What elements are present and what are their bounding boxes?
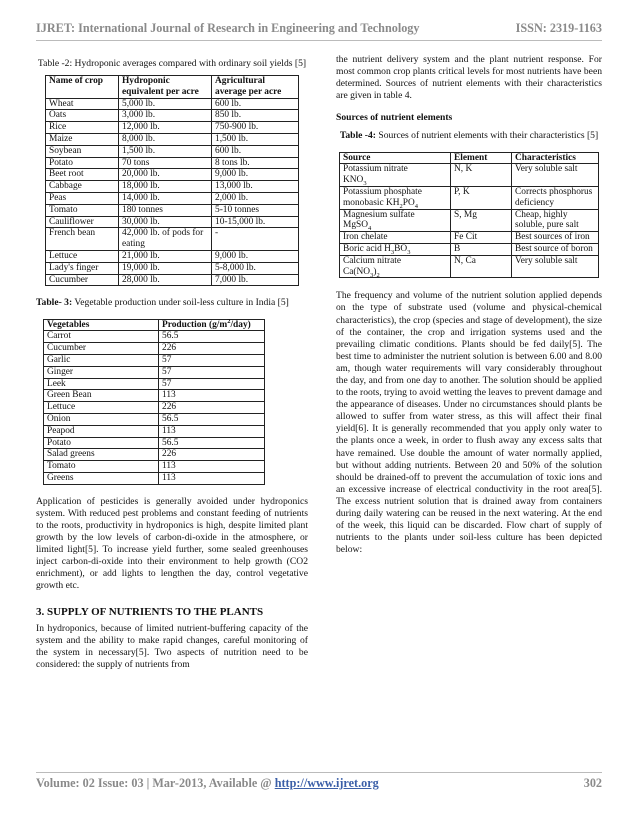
element-cell: N, Ca: [451, 255, 512, 278]
element-cell: P, K: [451, 186, 512, 209]
table-cell: Maize: [46, 134, 119, 146]
issn: ISSN: 2319-1163: [515, 21, 602, 35]
table2-caption: [36, 58, 308, 70]
page-number: 302: [583, 776, 602, 790]
table4-body: [340, 164, 599, 278]
table-cell: Garlic: [44, 354, 159, 366]
table-cell: Cucumber: [44, 343, 159, 355]
table-cell: 1,500 lb.: [212, 134, 299, 146]
element-cell: B: [451, 243, 512, 255]
table-cell: Oats: [46, 110, 119, 122]
footer-volume: Volume: 02 Issue: 03 | Mar-2013, Available @ http://www.ijret.org: [36, 776, 379, 790]
table-row: [46, 169, 299, 181]
table-cell: Carrot: [44, 331, 159, 343]
table-cell: Cabbage: [46, 181, 119, 193]
characteristics-cell: Best sources of iron: [512, 232, 599, 244]
table-cell: Beet root: [46, 169, 119, 181]
header-divider: [36, 40, 602, 41]
table-row: [46, 110, 299, 122]
table-cell: -: [212, 228, 299, 251]
table-cell: 10-15,000 lb.: [212, 216, 299, 228]
table-cell: 2,000 lb.: [212, 193, 299, 205]
table-cell: 226: [159, 449, 265, 461]
table-cell: Green Bean: [44, 390, 159, 402]
table-cell: 28,000 lb.: [119, 274, 212, 286]
table-row: [46, 228, 299, 251]
pesticides-paragraph: Application of pesticides is generally avoided under hydroponics system. With reduced pest problems and constant feeding of nutrients to the roots, productivity in hydroponics is high, despite limited plant growth by the low levels of carbon-di-oxide in the atmosphere, or limited light[5]. To increase yield further, some sealed greenhouses inject carbon-di-oxide into their environment to help growth (CO2 enrichment), or add lights to lengthen the day, control vegetative growth etc.: [36, 495, 308, 592]
table-row: [46, 134, 299, 146]
journal-title: IJRET: International Journal of Research in Engineering and Technology: [36, 21, 420, 35]
table-cell: Lettuce: [46, 251, 119, 263]
table-cell: 600 lb.: [212, 145, 299, 157]
table-row: [44, 461, 265, 473]
table-row: [340, 209, 599, 232]
table-cell: 70 tons: [119, 157, 212, 169]
table-row: [46, 122, 299, 134]
table3-header-production: Production $(g/m^2/day)$: [159, 319, 265, 331]
table-row: [46, 216, 299, 228]
subsection-heading: Sources of nutrient elements: [336, 112, 453, 124]
table-cell: 42,000 lb. of pods for eating: [119, 228, 212, 251]
table-cell: 57: [159, 378, 265, 390]
table4-caption: [336, 130, 602, 142]
table-cell: Cucumber: [46, 274, 119, 286]
table-cell: Onion: [44, 413, 159, 425]
table-cell: Potato: [46, 157, 119, 169]
table-row: [46, 251, 299, 263]
table-row: [44, 366, 265, 378]
table2-header: Name of crop: [46, 76, 119, 99]
table-cell: 56.5: [159, 437, 265, 449]
characteristics-cell: Cheap, highly soluble, pure salt: [512, 209, 599, 232]
table-cell: 9,000 lb.: [212, 251, 299, 263]
table-row: [44, 472, 265, 484]
nutrient-delivery-paragraph: the nutrient delivery system and the plant nutrient response. For most common crop plants critical levels for most nutrients have been determined. Sources of nutrient elements with their characteristics are given in table 4.: [336, 54, 602, 102]
table-cell: Soybean: [46, 145, 119, 157]
table4-header: Element: [451, 152, 512, 164]
table-cell: 21,000 lb.: [119, 251, 212, 263]
table-row: [44, 425, 265, 437]
table3-label: Table- 3:: [36, 297, 73, 309]
table-cell: Tomato: [46, 204, 119, 216]
table-row: [46, 274, 299, 286]
table-cell: 1,500 lb.: [119, 145, 212, 157]
table-cell: Leek: [44, 378, 159, 390]
table2-header: Agricultural average per acre: [212, 76, 299, 99]
table-cell: 3,000 lb.: [119, 110, 212, 122]
table-row: [46, 193, 299, 205]
table-cell: 9,000 lb.: [212, 169, 299, 181]
table3-title: Vegetable production under soil-less culture in India [5]: [72, 297, 289, 309]
frequency-paragraph: The frequency and volume of the nutrient solution applied depends on the type of substrate used (volume and physical-chemical characteristics), the crop (species and stage of development), the size of the container, the crop and irrigation systems used and the prevailing climatic conditions. Plants should be fed daily[5]. The best time to administer the nutrient solution is between 6.00 and 8.00 am, though water requirements will vary considerably throughout the day, and from one day to another. The solution should be applied to the roots, trying to avoid wetting the leaves to prevent damage and the appearance of diseases. Under no circumstances should plants be allowed to suffer from water stress, as this will affect their final yield[6]. It is generally recommended that you apply only water to the plants once a week, in order to flush away any excess salts that have remained. Use double the amount of water normally applied, but without adding nutrients. Between 20 and 50% of the solution should be drained-off to prevent the accumulation of toxic ions and an excessive increase of electrical conductivity in the root area[5]. The excess nutrient solution that is drained away from containers during daily watering can be reused in the next watering. At the end of the week, this liquid can be discarded. Flow chart of supply of nutrients to the plants under soil-less culture has been depicted below:: [336, 290, 602, 556]
table-cell: 113: [159, 472, 265, 484]
element-cell: N, K: [451, 164, 512, 187]
table-row: [44, 354, 265, 366]
right-column: [336, 54, 602, 556]
source-cell: Calcium nitrate $Ca(NO_3)_2$: [340, 255, 451, 278]
table-cell: 226: [159, 343, 265, 355]
table-cell: 13,000 lb.: [212, 181, 299, 193]
source-cell: Magnesium sulfate MgSO$_4$: [340, 209, 451, 232]
table-row: [44, 402, 265, 414]
table-cell: 18,000 lb.: [119, 181, 212, 193]
table-cell: Potato: [44, 437, 159, 449]
table-cell: 30,000 lb.: [119, 216, 212, 228]
table4-title: Sources of nutrient elements with their characteristics [5]: [375, 130, 599, 142]
table-cell: 56.5: [159, 331, 265, 343]
table-cell: Wheat: [46, 98, 119, 110]
table-row: [46, 157, 299, 169]
table-row: [44, 331, 265, 343]
source-cell: Potassium phosphate monobasic $KH_2PO_4$: [340, 186, 451, 209]
table-cell: 5-10 tonnes: [212, 204, 299, 216]
table-cell: 113: [159, 390, 265, 402]
element-cell: S, Mg: [451, 209, 512, 232]
table2-label: Table -2:: [37, 58, 73, 69]
supply-paragraph: In hydroponics, because of limited nutrient-buffering capacity of the system and the ability to make rapid changes, careful monitoring of the system in necessary[5]. Two aspects of nutrition need to be considered: the supply of nutrients from: [36, 622, 308, 670]
table4-header: Source: [340, 152, 451, 164]
table-row: [44, 449, 265, 461]
table-row: [46, 145, 299, 157]
element-cell: Fe Cit: [451, 232, 512, 244]
page-footer: [36, 776, 602, 791]
table-row: [44, 390, 265, 402]
source-cell: Potassium nitrate $KNO_3$: [340, 164, 451, 187]
table2: [45, 75, 299, 286]
table-row: [340, 232, 599, 244]
source-cell: Iron chelate: [340, 232, 451, 244]
table3-header-vegetables: Vegetables: [44, 319, 159, 331]
section-heading: 3. SUPPLY OF NUTRIENTS TO THE PLANTS: [36, 606, 264, 619]
table-row: [340, 243, 599, 255]
table4-label: Table -4:: [339, 130, 376, 142]
table-row: [46, 181, 299, 193]
source-cell: Boric acid $H_3BO_3$: [340, 243, 451, 255]
page-header: [36, 14, 602, 36]
table-row: [340, 255, 599, 278]
table-cell: Lady's finger: [46, 262, 119, 274]
table-cell: 56.5: [159, 413, 265, 425]
table-row: [44, 413, 265, 425]
table2-title: Hydroponic averages compared with ordinary soil yields [5]: [72, 58, 307, 69]
table-cell: 20,000 lb.: [119, 169, 212, 181]
table4-header: Characteristics: [512, 152, 599, 164]
table2-body: [46, 98, 299, 286]
table-cell: 19,000 lb.: [119, 262, 212, 274]
table-row: [44, 437, 265, 449]
table-row: [44, 343, 265, 355]
table2-header: Hydroponic equivalent per acre: [119, 76, 212, 99]
table4: [339, 152, 599, 279]
table-cell: Peas: [46, 193, 119, 205]
table-row: [46, 204, 299, 216]
table-cell: 113: [159, 461, 265, 473]
table3-caption: [36, 297, 308, 309]
table-cell: Peapod: [44, 425, 159, 437]
table-cell: 226: [159, 402, 265, 414]
table-row: [340, 186, 599, 209]
table3: [43, 319, 265, 485]
table-cell: Cauliflower: [46, 216, 119, 228]
characteristics-cell: Very soluble salt: [512, 255, 599, 278]
characteristics-cell: Very soluble salt: [512, 164, 599, 187]
table-cell: 113: [159, 425, 265, 437]
table-cell: 5-8,000 lb.: [212, 262, 299, 274]
table-cell: 850 lb.: [212, 110, 299, 122]
table-row: [44, 378, 265, 390]
table-cell: 57: [159, 354, 265, 366]
journal-link[interactable]: http://www.ijret.org: [274, 776, 379, 790]
table-row: [46, 262, 299, 274]
table-cell: Rice: [46, 122, 119, 134]
characteristics-cell: Corrects phosphorus deficiency: [512, 186, 599, 209]
table-row: [340, 164, 599, 187]
table3-body: [44, 331, 265, 484]
table-cell: Lettuce: [44, 402, 159, 414]
characteristics-cell: Best source of boron: [512, 243, 599, 255]
table-cell: French bean: [46, 228, 119, 251]
table-cell: Salad greens: [44, 449, 159, 461]
table-cell: 57: [159, 366, 265, 378]
table-cell: 8,000 lb.: [119, 134, 212, 146]
table-cell: Tomato: [44, 461, 159, 473]
table-cell: 14,000 lb.: [119, 193, 212, 205]
table-cell: Ginger: [44, 366, 159, 378]
table-cell: 600 lb.: [212, 98, 299, 110]
left-column: [36, 54, 308, 671]
table-cell: Greens: [44, 472, 159, 484]
footer-divider: [36, 772, 602, 773]
table-cell: 180 tonnes: [119, 204, 212, 216]
table-cell: 8 tons lb.: [212, 157, 299, 169]
table-row: [46, 98, 299, 110]
table-cell: 7,000 lb.: [212, 274, 299, 286]
table-cell: 750-900 lb.: [212, 122, 299, 134]
table-cell: 12,000 lb.: [119, 122, 212, 134]
table-cell: 5,000 lb.: [119, 98, 212, 110]
